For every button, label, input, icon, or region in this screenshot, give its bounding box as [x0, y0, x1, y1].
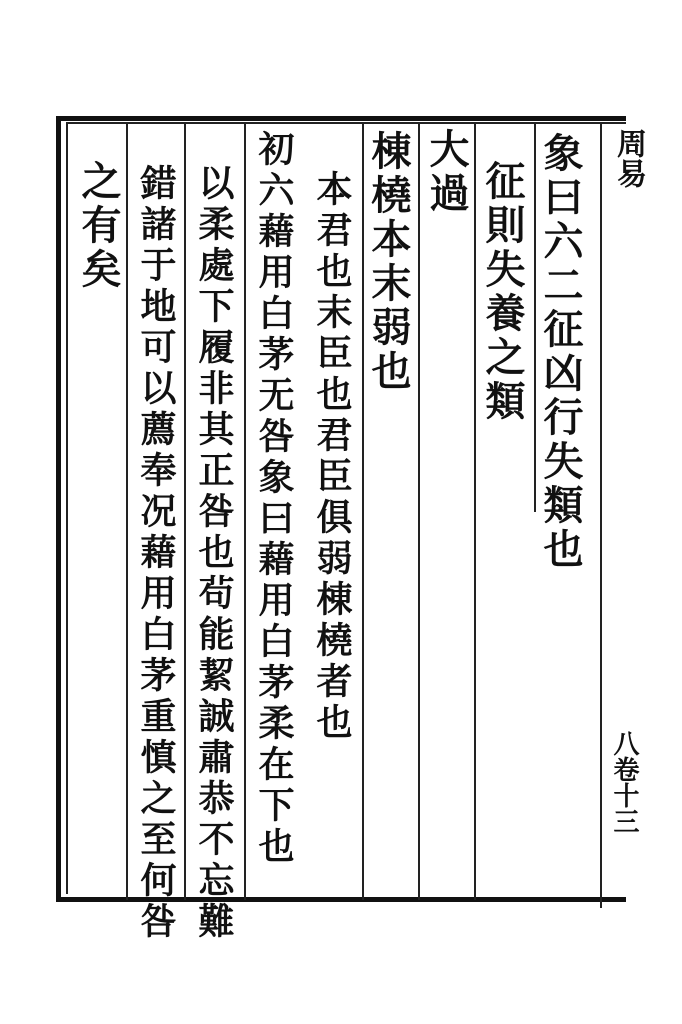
column-rule — [362, 122, 364, 900]
column-rule — [126, 122, 128, 900]
text-column-5: 本君也末臣也君臣俱弱棟橈者也 — [311, 170, 353, 744]
text-column-3: 大過 — [423, 128, 470, 216]
text-column-4: 棟橈本末弱也 — [365, 130, 412, 394]
column-rule — [534, 122, 536, 512]
column-rule — [244, 122, 246, 900]
column-rule — [600, 122, 602, 908]
text-column-1: 象曰六二征凶行失類也 — [537, 132, 584, 572]
text-column-9: 之有矣 — [75, 160, 122, 292]
column-rule — [184, 122, 186, 900]
text-column-7: 以柔處下履非其正咎也茍能絜誠肅恭不忘難 — [193, 164, 235, 943]
column-rule — [418, 122, 420, 900]
edge-title-fragment: 周易 — [611, 128, 646, 188]
text-column-6: 初六藉用白茅无咎象曰藉用白茅柔在下也 — [253, 130, 295, 868]
text-column-2: 征則失養之類 — [479, 160, 526, 424]
text-column-8: 錯諸于地可以薦奉况藉用白茅重慎之至何咎 — [135, 164, 177, 943]
column-rule — [474, 122, 476, 900]
edge-folio-fragment: 八卷十三 — [609, 730, 639, 834]
